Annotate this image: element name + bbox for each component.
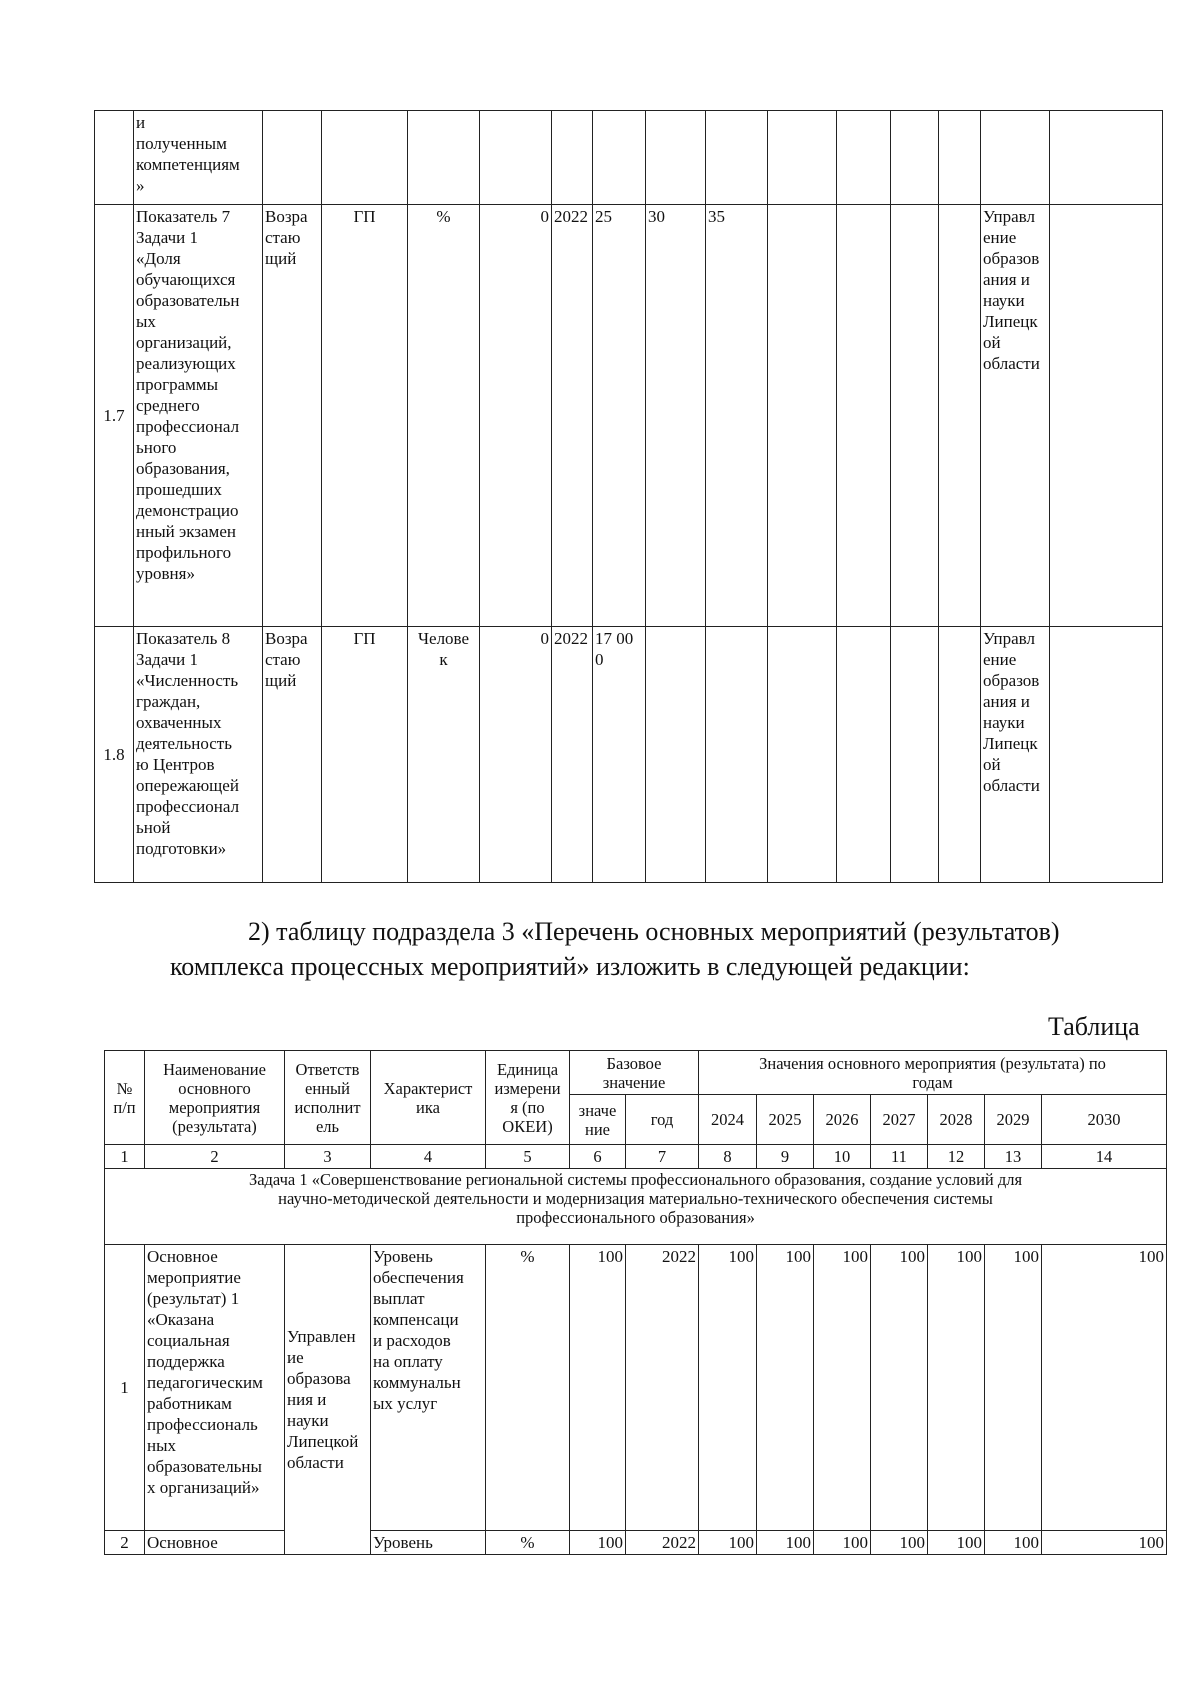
header-unit: Единица измерени я (по ОКЕИ)	[486, 1051, 570, 1145]
header-year-2026: 2026	[814, 1095, 871, 1145]
col-number: 7	[626, 1145, 699, 1169]
amendment-line-2: комплекса процессных мероприятий» изложить в следующей редакции:	[170, 952, 970, 981]
value-2028	[837, 205, 891, 627]
indicator-level: ГП	[322, 205, 408, 627]
table-row	[105, 1531, 1167, 1555]
responsible: Управлен ие образова ния и науки Липецкой области	[285, 1245, 371, 1555]
row-num: 1	[105, 1245, 145, 1531]
header-num: № п/п	[105, 1051, 145, 1145]
table-row	[95, 111, 1163, 205]
value-2028	[837, 627, 891, 883]
indicators-table	[94, 110, 1163, 883]
column-numbers-row	[105, 1145, 1167, 1169]
value-2029: 100	[985, 1245, 1042, 1531]
base-year: 2022	[626, 1531, 699, 1555]
value-2024: 25	[593, 205, 646, 627]
table-caption: Таблица	[1048, 1012, 1140, 1041]
value-2027	[768, 205, 837, 627]
activity-name: Основное мероприятие (результат) 1 «Оказана социальная поддержка педагогическим работникам профессиональ ных образовательны х организаций»	[145, 1245, 285, 1531]
characteristic: Уровень обеспечения выплат компенсаци и расходов на оплату коммунальн ых услуг	[371, 1245, 486, 1531]
value-2024: 17 00 0	[593, 627, 646, 883]
value-2030	[939, 205, 981, 627]
value-2024: 100	[699, 1245, 757, 1531]
value-2025: 30	[646, 205, 706, 627]
col-number: 10	[814, 1145, 871, 1169]
col-number: 13	[985, 1145, 1042, 1169]
header-responsible: Ответств енный исполнит ель	[285, 1051, 371, 1145]
col-number: 6	[570, 1145, 626, 1169]
col-number: 9	[757, 1145, 814, 1169]
base-year: 2022	[552, 627, 593, 883]
base-year: 2022	[626, 1245, 699, 1531]
table-row	[95, 205, 1163, 627]
value-2027: 100	[871, 1531, 928, 1555]
value-2028: 100	[928, 1245, 985, 1531]
responsible: Управл ение образов ания и науки Липецк ой области	[981, 627, 1050, 883]
col-number: 4	[371, 1145, 486, 1169]
task-title: Задача 1 «Совершенствование региональной системы профессионального образования, создание условий для научно-методической деятельности и модернизация материально-технического обеспечения системы профессионального образования»	[105, 1169, 1167, 1245]
value-2026	[706, 627, 768, 883]
table-row	[95, 627, 1163, 883]
col-number: 5	[486, 1145, 570, 1169]
col-number: 2	[145, 1145, 285, 1169]
value-2029	[891, 627, 939, 883]
header-year-2025: 2025	[757, 1095, 814, 1145]
header-year-2028: 2028	[928, 1095, 985, 1145]
col-number: 3	[285, 1145, 371, 1169]
col-number: 12	[928, 1145, 985, 1169]
activity-name: Основное	[145, 1531, 285, 1555]
col-number: 1	[105, 1145, 145, 1169]
value-2026: 35	[706, 205, 768, 627]
value-2027: 100	[871, 1245, 928, 1531]
value-2025: 100	[757, 1531, 814, 1555]
value-2025: 100	[757, 1245, 814, 1531]
value-2029: 100	[985, 1531, 1042, 1555]
value-2025	[646, 627, 706, 883]
col-number: 11	[871, 1145, 928, 1169]
header-years-group: Значения основного мероприятия (результата) по годам	[699, 1051, 1167, 1095]
header-year-2024: 2024	[699, 1095, 757, 1145]
indicator-name: и полученным компетенциям »	[134, 111, 263, 205]
header-base-value: значе ние	[570, 1095, 626, 1145]
value-2026: 100	[814, 1531, 871, 1555]
col-number: 8	[699, 1145, 757, 1169]
value-2024: 100	[699, 1531, 757, 1555]
row-num: 2	[105, 1531, 145, 1555]
value-2027	[768, 627, 837, 883]
base-value: 100	[570, 1531, 626, 1555]
table-header-row	[105, 1051, 1167, 1095]
header-year-2030: 2030	[1042, 1095, 1167, 1145]
header-name: Наименование основного мероприятия (результата)	[145, 1051, 285, 1145]
value-2029	[891, 205, 939, 627]
characteristic: Уровень	[371, 1531, 486, 1555]
base-year: 2022	[552, 205, 593, 627]
amendment-line-1: 2) таблицу подраздела 3 «Перечень основных мероприятий (результатов)	[248, 917, 1060, 946]
indicator-type: Возра стаю щий	[263, 627, 322, 883]
indicator-unit: %	[408, 205, 480, 627]
row-num: 1.7	[95, 205, 134, 627]
indicator-unit: Челове к	[408, 627, 480, 883]
value-2026: 100	[814, 1245, 871, 1531]
responsible: Управл ение образов ания и науки Липецк ой области	[981, 205, 1050, 627]
indicator-type: Возра стаю щий	[263, 205, 322, 627]
indicator-name: Показатель 8 Задачи 1 «Численность граждан, охваченных деятельность ю Центров опережающей профессионал ьной подготовки»	[134, 627, 263, 883]
header-base-year: год	[626, 1095, 699, 1145]
header-year-2027: 2027	[871, 1095, 928, 1145]
activities-table	[104, 1050, 1167, 1555]
base-value: 0	[480, 627, 552, 883]
table-row	[105, 1245, 1167, 1531]
header-base-group: Базовое значение	[570, 1051, 699, 1095]
row-num: 1.8	[95, 627, 134, 883]
row-num	[95, 111, 134, 205]
unit: %	[486, 1245, 570, 1531]
value-2028: 100	[928, 1531, 985, 1555]
task-row	[105, 1169, 1167, 1245]
value-2030	[939, 627, 981, 883]
base-value: 100	[570, 1245, 626, 1531]
base-value: 0	[480, 205, 552, 627]
value-2030: 100	[1042, 1245, 1167, 1531]
header-year-2029: 2029	[985, 1095, 1042, 1145]
indicator-level: ГП	[322, 627, 408, 883]
header-characteristic: Характерист ика	[371, 1051, 486, 1145]
unit: %	[486, 1531, 570, 1555]
col-number: 14	[1042, 1145, 1167, 1169]
value-2030: 100	[1042, 1531, 1167, 1555]
indicator-name: Показатель 7 Задачи 1 «Доля обучающихся образовательн ых организаций, реализующих программы среднего профессионал ьного образования, прошедших демонстрацио нный экзамен профильного уровня»	[134, 205, 263, 627]
